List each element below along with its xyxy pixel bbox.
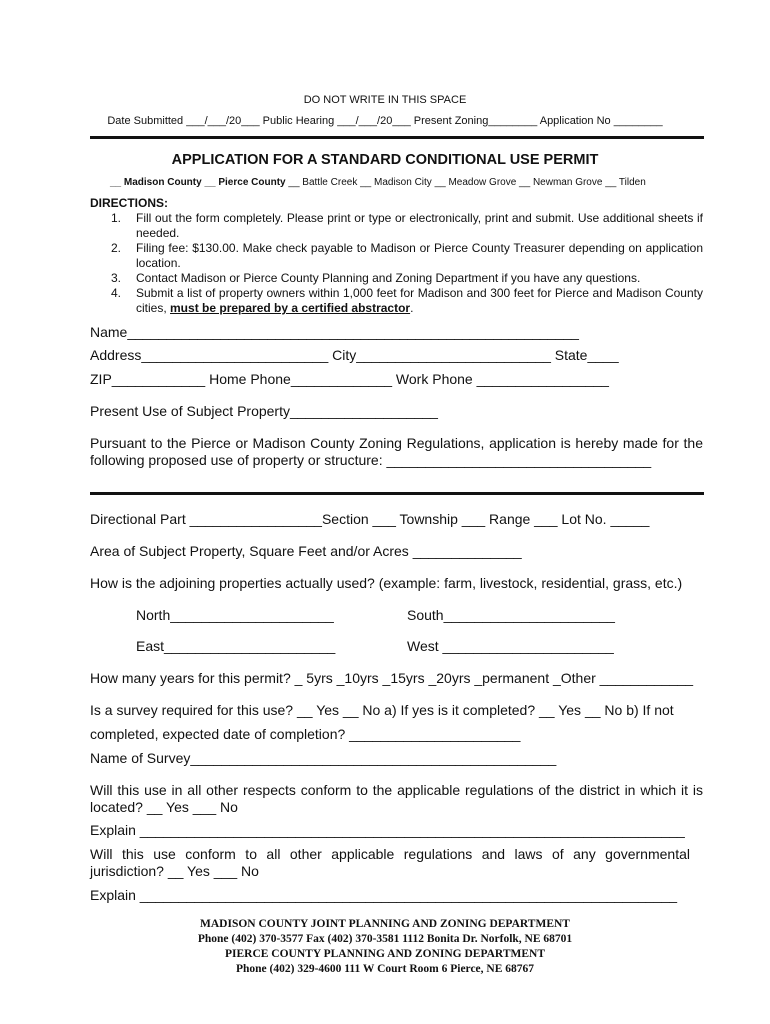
direction-item [111, 241, 703, 271]
west-field[interactable]: West ______________________ [407, 638, 614, 654]
conform-jurisdiction-question[interactable]: Will this use conform to all other applicable regulations and laws of any governmental jurisdiction? __ Yes ___ No [90, 846, 690, 879]
name-field[interactable]: Name__________________________________________________________ [90, 324, 579, 340]
county-city-options[interactable]: __ Battle Creek __ Madison City __ Meadow Grove __ Newman Grove __ Tilden [288, 177, 646, 188]
south-field[interactable]: South______________________ [407, 607, 615, 623]
permit-years-field[interactable]: How many years for this permit? _ 5yrs _10yrs _15yrs _20yrs _permanent _Other ____________ [90, 670, 694, 686]
area-field[interactable]: Area of Subject Property, Square Feet and/or Acres ______________ [90, 543, 522, 559]
direction-text: Fill out the form completely. Please print or type or electronically, print and submit. Use additional sheets if needed. [136, 211, 703, 240]
explain-field-1[interactable]: Explain ______________________________________________________________________ [90, 822, 685, 838]
east-field[interactable]: East______________________ [136, 638, 336, 654]
adjoining-question: How is the adjoining properties actually used? (example: farm, livestock, residential, grass, etc.) [90, 575, 683, 591]
abstractor-requirement: must be prepared by a certified abstractor [170, 301, 411, 315]
proposed-use-field[interactable]: Pursuant to the Pierce or Madison County Zoning Regulations, application is hereby made for the following proposed use of property or structure: __________________________________ [90, 435, 703, 468]
directions-list [111, 211, 703, 316]
office-use-line: Date Submitted ___/___/20___ Public Hearing ___/___/20___ Present Zoning________ Application No ________ [107, 115, 663, 127]
present-use-field[interactable]: Present Use of Subject Property___________________ [90, 403, 438, 419]
direction-number: 3. [111, 271, 122, 285]
footer-pierce-dept: PIERCE COUNTY PLANNING AND ZONING DEPARTMENT [224, 948, 546, 960]
conform-district-question[interactable]: Will this use in all other respects conform to the applicable regulations of the district in which it is located? __ Yes ___ No [90, 782, 703, 815]
direction-number: 4. [111, 286, 122, 300]
address-field[interactable]: Address________________________ City_________________________ State____ [90, 347, 619, 363]
footer-madison-dept: MADISON COUNTY JOINT PLANNING AND ZONING DEPARTMENT [200, 918, 570, 930]
form-title: APPLICATION FOR A STANDARD CONDITIONAL USE PERMIT [171, 152, 599, 168]
direction-text: Contact Madison or Pierce County Planning and Zoning Department if you have any questions. [136, 271, 641, 285]
north-field[interactable]: North_____________________ [136, 607, 334, 623]
direction-4-text: Submit a list of property owners within 1,000 feet for Madison and 300 feet for Pierce and Madison County cities, [136, 286, 703, 315]
footer-madison-contact: Phone (402) 370-3577 Fax (402) 370-3581 1112 Bonita Dr. Norfolk, NE 68701 [197, 933, 573, 945]
top-divider [90, 136, 704, 139]
survey-question[interactable]: Is a survey required for this use? __ Yes __ No a) If yes is it completed? __ Yes __ No b) If not [90, 702, 674, 718]
directional-part-field[interactable]: Directional Part _________________Section ___ Township ___ Range ___ Lot No. _____ [90, 511, 650, 527]
survey-name-field[interactable]: Name of Survey_______________________________________________ [90, 750, 557, 766]
survey-date-field[interactable]: completed, expected date of completion? ______________________ [90, 726, 521, 742]
direction-number: 2. [111, 241, 122, 255]
office-use-heading: DO NOT WRITE IN THIS SPACE [303, 94, 467, 106]
county-bold-options[interactable]: __ Madison County __ Pierce County [110, 177, 286, 188]
section-divider [90, 492, 704, 495]
directions-heading: DIRECTIONS: [90, 196, 168, 210]
explain-field-2[interactable]: Explain _____________________________________________________________________ [90, 887, 678, 903]
direction-text: Filing fee: $130.00. Make check payable to Madison or Pierce County Treasurer depending on application location. [136, 241, 703, 270]
direction-item [111, 286, 703, 316]
direction-text [136, 286, 703, 316]
direction-item [111, 211, 703, 241]
county-checkboxes[interactable] [110, 177, 646, 188]
direction-number: 1. [111, 211, 122, 225]
direction-4-end: . [410, 301, 414, 315]
direction-item [111, 271, 703, 286]
footer-pierce-contact: Phone (402) 329-4600 111 W Court Room 6 Pierce, NE 68767 [235, 963, 535, 975]
zip-phone-fields[interactable]: ZIP____________ Home Phone_____________ Work Phone _________________ [90, 371, 609, 387]
